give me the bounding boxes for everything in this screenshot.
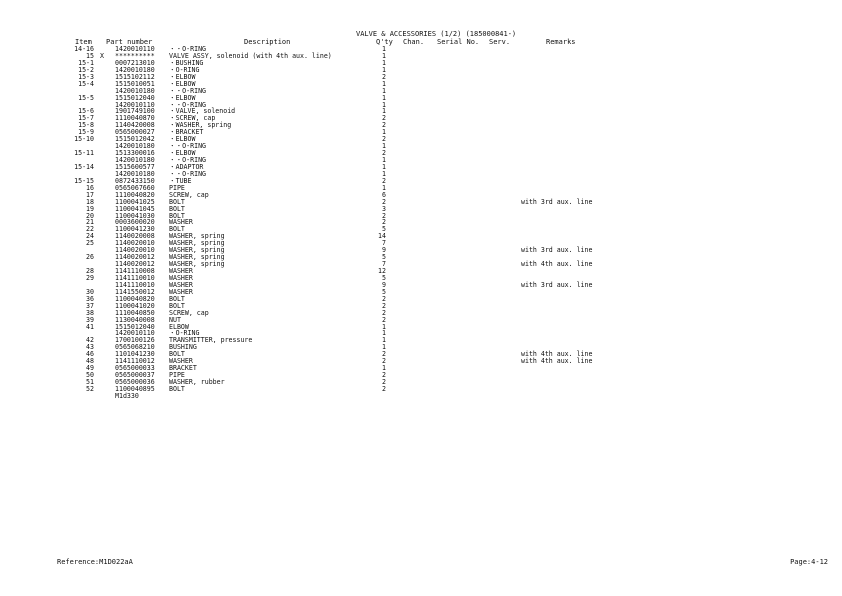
item-number: 22	[86, 225, 94, 234]
remarks: with 3rd aux. line	[521, 280, 593, 289]
description: ・O-RING	[169, 65, 200, 74]
description: BOLT	[169, 294, 185, 303]
part-number: 1140020012	[115, 260, 155, 269]
description: BOLT	[169, 204, 185, 213]
item-number: 52	[86, 384, 94, 393]
description: ・・O-RING	[169, 169, 207, 178]
quantity: 1	[382, 107, 386, 116]
quantity: 2	[382, 350, 386, 359]
item-number: 36	[86, 294, 94, 303]
change-mark: X	[100, 51, 104, 60]
quantity: 2	[382, 149, 386, 158]
quantity: 2	[382, 308, 386, 317]
description: PIPE	[169, 371, 185, 380]
description: BOLT	[169, 211, 185, 220]
item-number: 15-5	[78, 93, 94, 102]
item-number: 49	[86, 364, 94, 373]
quantity: 2	[382, 315, 386, 324]
quantity: 1	[382, 162, 386, 171]
description: ・ELBOW	[169, 72, 196, 81]
quantity: 1	[382, 142, 386, 151]
page-number: Page:4-12	[790, 558, 828, 566]
part-number: 1515012040	[115, 322, 155, 331]
part-number: 1101041230	[115, 350, 155, 359]
description: ・ELBOW	[169, 79, 196, 88]
quantity: 1	[382, 86, 386, 95]
description: ・BRACKET	[169, 128, 204, 137]
quantity: 12	[378, 267, 386, 275]
description: ・ELBOW	[169, 93, 196, 102]
description: ・TUBE	[169, 176, 192, 185]
quantity: 3	[382, 204, 386, 213]
part-number: 1513300016	[115, 149, 155, 158]
description: WASHER, spring	[169, 260, 225, 269]
part-number: 1100040895	[115, 384, 155, 393]
description: WASHER, spring	[169, 253, 225, 262]
part-number: 1100040820	[115, 294, 155, 303]
description: BOLT	[169, 350, 185, 359]
item-number: 15	[86, 51, 94, 60]
quantity: 1	[382, 169, 386, 178]
part-number: 1110040850	[115, 308, 155, 317]
header-serial: Serial No.	[437, 37, 480, 46]
part-number: 1140020010	[115, 239, 155, 248]
quantity: 1	[382, 343, 386, 352]
part-number: 1141110010	[115, 280, 155, 289]
item-number: 15-14	[74, 162, 94, 171]
item-number: 15-2	[78, 65, 94, 74]
description: ・ADAPTOR	[169, 162, 204, 171]
part-number: 1141110008	[115, 267, 155, 275]
quantity: 1	[382, 65, 386, 74]
header-remarks: Remarks	[546, 37, 576, 46]
part-number: **********	[115, 51, 155, 60]
quantity: 2	[382, 301, 386, 310]
table-row	[0, 393, 842, 400]
part-number: 1420010110	[115, 45, 155, 53]
reference-label: Reference:M1D022aA	[57, 558, 133, 566]
item-number: 15-4	[78, 79, 94, 88]
item-number: 26	[86, 253, 94, 262]
description: WASHER, rubber	[169, 378, 225, 386]
item-number: 15-10	[74, 135, 94, 144]
item-number: 39	[86, 315, 94, 324]
part-number: 1141550012	[115, 287, 155, 296]
part-number: 1420010180	[115, 169, 155, 178]
item-number: 20	[86, 211, 94, 220]
quantity: 7	[382, 239, 386, 248]
quantity: 5	[382, 225, 386, 234]
part-number: 1515012042	[115, 135, 155, 144]
quantity: 2	[382, 357, 386, 366]
description: WASHER	[169, 287, 193, 296]
part-number: 1100041020	[115, 301, 155, 310]
item-number: 15-11	[74, 149, 94, 158]
part-number: 1140020010	[115, 246, 155, 255]
description: BOLT	[169, 384, 185, 393]
description: WASHER	[169, 357, 193, 366]
part-number: 1515012040	[115, 93, 155, 102]
description: ・・O-RING	[169, 100, 207, 109]
description: ・O-RING	[169, 329, 200, 338]
description: VALVE ASSY, solenoid (with 4th aux. line)	[169, 51, 332, 60]
part-number: 1420010110	[115, 329, 155, 338]
item-number: 17	[86, 190, 94, 199]
quantity: 2	[382, 294, 386, 303]
description: ・ELBOW	[169, 149, 196, 158]
header-item: Item	[75, 37, 92, 46]
description: BUSHING	[169, 343, 197, 352]
part-number: 1420010180	[115, 156, 155, 164]
item-number: 15-6	[78, 107, 94, 116]
description: ・BUSHING	[169, 58, 204, 67]
part-number: 0565068210	[115, 343, 155, 352]
item-number: 37	[86, 301, 94, 310]
quantity: 2	[382, 211, 386, 220]
part-number: 1420010180	[115, 65, 155, 74]
description: ・・O-RING	[169, 45, 207, 53]
remarks: with 4th aux. line	[521, 350, 593, 359]
part-number: 0565000036	[115, 378, 155, 386]
quantity: 2	[382, 378, 386, 386]
item-number: 24	[86, 232, 94, 241]
description: WASHER	[169, 273, 193, 282]
quantity: 5	[382, 287, 386, 296]
item-number: 30	[86, 287, 94, 296]
part-number: 0565000037	[115, 371, 155, 380]
description: ELBOW	[169, 322, 189, 331]
part-number: M1d330	[115, 391, 139, 400]
item-number: 16	[86, 183, 94, 192]
description: WASHER, spring	[169, 246, 225, 255]
parts-table-body	[0, 46, 842, 400]
item-number: 15-1	[78, 58, 94, 67]
part-number: 0565067660	[115, 183, 155, 192]
quantity: 2	[382, 218, 386, 227]
description: TRANSMITTER, pressure	[169, 336, 253, 345]
quantity: 1	[382, 45, 386, 53]
item-number: 51	[86, 378, 94, 386]
quantity: 1	[382, 364, 386, 373]
quantity: 6	[382, 190, 386, 199]
description: WASHER	[169, 280, 193, 289]
part-number: 1515010051	[115, 79, 155, 88]
quantity: 2	[382, 384, 386, 393]
header-description: Description	[244, 37, 291, 46]
part-number: 1420010180	[115, 142, 155, 151]
item-number: 15-9	[78, 128, 94, 137]
item-number: 15-3	[78, 72, 94, 81]
description: NUT	[169, 315, 181, 324]
item-number: 43	[86, 343, 94, 352]
item-number: 48	[86, 357, 94, 366]
description: SCREW, cap	[169, 308, 209, 317]
quantity: 2	[382, 197, 386, 206]
part-number: 0565000027	[115, 128, 155, 137]
part-number: 1100041045	[115, 204, 155, 213]
quantity: 1	[382, 100, 386, 109]
item-number: 14-16	[74, 45, 94, 53]
part-number: 1110040870	[115, 114, 155, 123]
item-number: 18	[86, 197, 94, 206]
quantity: 1	[382, 79, 386, 88]
description: ・WASHER, spring	[169, 121, 232, 130]
part-number: 0007213010	[115, 58, 155, 67]
quantity: 2	[382, 72, 386, 81]
item-number: 41	[86, 322, 94, 331]
remarks: with 3rd aux. line	[521, 197, 593, 206]
quantity: 2	[382, 176, 386, 185]
header-qty: Q'ty	[376, 37, 393, 46]
item-number: 50	[86, 371, 94, 380]
item-number: 29	[86, 273, 94, 282]
quantity: 2	[382, 121, 386, 130]
description: ・・O-RING	[169, 86, 207, 95]
quantity: 1	[382, 329, 386, 338]
quantity: 9	[382, 246, 386, 255]
remarks: with 4th aux. line	[521, 260, 593, 269]
description: WASHER, spring	[169, 239, 225, 248]
quantity: 14	[378, 232, 386, 241]
description: SCREW, cap	[169, 190, 209, 199]
part-number: 1110040820	[115, 190, 155, 199]
quantity: 5	[382, 253, 386, 262]
item-number: 28	[86, 267, 94, 275]
item-number: 15-7	[78, 114, 94, 123]
quantity: 1	[382, 128, 386, 137]
part-number: 1901749100	[115, 107, 155, 116]
description: BOLT	[169, 225, 185, 234]
part-number: 1515102112	[115, 72, 155, 81]
description: ・・O-RING	[169, 156, 207, 164]
part-number: 1140420008	[115, 121, 155, 130]
description: BOLT	[169, 301, 185, 310]
quantity: 7	[382, 260, 386, 269]
quantity: 1	[382, 156, 386, 164]
description: WASHER	[169, 218, 193, 227]
part-number: 1140020012	[115, 253, 155, 262]
item-number: 38	[86, 308, 94, 317]
description: WASHER	[169, 267, 193, 275]
quantity: 1	[382, 51, 386, 60]
item-number: 21	[86, 218, 94, 227]
part-number: 0003600020	[115, 218, 155, 227]
header-chan: Chan.	[403, 37, 425, 46]
part-number: 1420010110	[115, 100, 155, 109]
item-number: 25	[86, 239, 94, 248]
remarks: with 4th aux. line	[521, 357, 593, 366]
quantity: 1	[382, 58, 386, 67]
description: ・SCREW, cap	[169, 114, 216, 123]
description: PIPE	[169, 183, 185, 192]
quantity: 2	[382, 114, 386, 123]
description: WASHER, spring	[169, 232, 225, 241]
item-number: 19	[86, 204, 94, 213]
part-number: 1700100126	[115, 336, 155, 345]
part-number: 1100041025	[115, 197, 155, 206]
quantity: 1	[382, 93, 386, 102]
quantity: 2	[382, 135, 386, 144]
quantity: 2	[382, 371, 386, 380]
item-number: 46	[86, 350, 94, 359]
header-serv: Serv.	[489, 37, 511, 46]
description: ・・O-RING	[169, 142, 207, 151]
description: BOLT	[169, 197, 185, 206]
remarks: with 3rd aux. line	[521, 246, 593, 255]
part-number: 1141110012	[115, 357, 155, 366]
quantity: 1	[382, 183, 386, 192]
part-number: 1141110010	[115, 273, 155, 282]
quantity: 1	[382, 322, 386, 331]
part-number: 1100041230	[115, 225, 155, 234]
part-number: 1100041030	[115, 211, 155, 220]
quantity: 9	[382, 280, 386, 289]
description: BRACKET	[169, 364, 197, 373]
part-number: 1140020008	[115, 232, 155, 241]
part-number: 0565000033	[115, 364, 155, 373]
item-number: 15-15	[74, 176, 94, 185]
description: ・ELBOW	[169, 135, 196, 144]
description: ・VALVE, solenoid	[169, 107, 236, 116]
part-number: 0872433150	[115, 176, 155, 185]
item-number: 15-8	[78, 121, 94, 130]
part-number: 1130040008	[115, 315, 155, 324]
part-number: 1515600577	[115, 162, 155, 171]
item-number: 42	[86, 336, 94, 345]
quantity: 5	[382, 273, 386, 282]
header-part-number: Part number	[106, 37, 153, 46]
page-title: VALVE & ACCESSORIES (1/2) (185000841-)	[356, 30, 517, 38]
part-number: 1420010180	[115, 86, 155, 95]
quantity: 1	[382, 336, 386, 345]
